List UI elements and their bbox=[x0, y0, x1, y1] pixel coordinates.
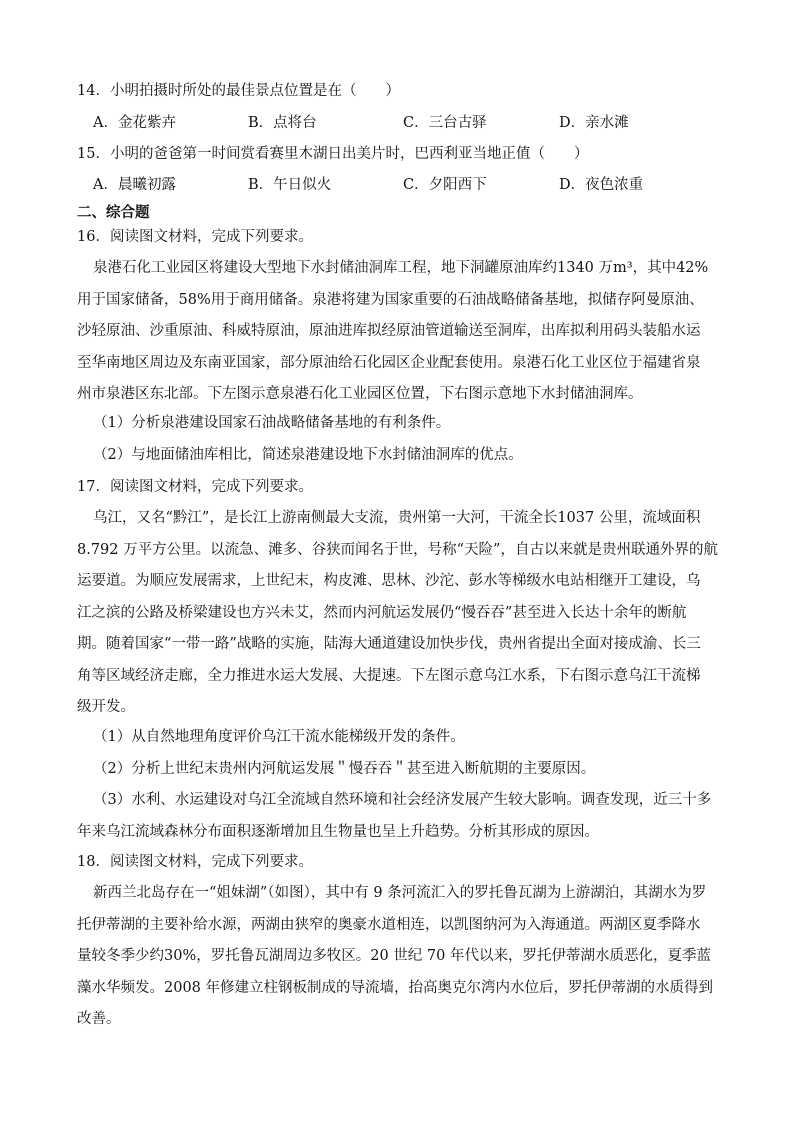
passage-line: 改善。 bbox=[77, 1011, 121, 1027]
passage-line: 乌江，又名“黔江”，是长江上游南侧最大支流，贵州第一大河，干流全长1037 公里，流域面积 bbox=[93, 510, 701, 526]
question-17-sub-3 bbox=[77, 785, 717, 848]
question-14-option-c: C．三台古驿 bbox=[403, 115, 487, 131]
passage-line: 托伊蒂湖的主要补给水源，两湖由狭窄的奥豪水道相连，以凯图纳河为入海通道。两湖区夏季降水 bbox=[77, 916, 701, 933]
question-17-stem: 17．阅读图文材料，完成下列要求。 bbox=[77, 479, 313, 495]
passage-line: 泉港石化工业园区将建设大型地下水封储油洞库工程，地下洞罐原油库约1340 万m³，其中42% bbox=[93, 260, 709, 276]
question-16-passage bbox=[77, 253, 717, 411]
question-15-option-c: C．夕阳西下 bbox=[403, 177, 487, 193]
passage-line: 角等区域经济走廊，全力推进水运大发展、大提速。下左图示意乌江水系，下右图示意乌江干流梯 bbox=[77, 667, 701, 684]
passage-line: 期。随着国家“一带一路”战略的实施，陆海大通道建设加快步伐，贵州省提出全面对接成渝、长三 bbox=[77, 636, 701, 652]
passage-line: 至华南地区周边及东南亚国家，部分原油给石化园区企业配套使用。泉港石化工业区位于福建省泉 bbox=[77, 354, 701, 371]
question-17-passage bbox=[77, 503, 717, 724]
question-14-stem: 14．小明拍摄时所处的最佳景点位置是在（ ） bbox=[77, 83, 400, 99]
question-16-sub-1: （1）分析泉港建设国家石油战略储备基地的有利条件。 bbox=[93, 415, 451, 431]
question-17-sub-2: （2）分析上世纪末贵州内河航运发展＂慢吞吞＂甚至进入断航期的主要原因。 bbox=[93, 761, 596, 777]
question-16-sub-2: （2）与地面储油库相比，简述泉港建设地下水封储油洞库的优点。 bbox=[93, 447, 523, 463]
passage-line: 江之滨的公路及桥梁建设也方兴未艾，然而内河航运发展仍“慢吞吞”甚至进入长达十余年的断航 bbox=[77, 604, 687, 621]
sub-question-line: 年来乌江流域森林分布面积逐渐增加且生物量也呈上升趋势。分析其形成的原因。 bbox=[77, 823, 599, 840]
question-14-option-a: A．金花紫卉 bbox=[93, 115, 176, 131]
passage-line: 用于国家储备，58%用于商用储备。泉港将建为国家重要的石油战略储备基地，拟储存阿曼原油、 bbox=[77, 291, 704, 308]
question-15-option-a: A．晨曦初露 bbox=[93, 177, 176, 193]
question-14-option-b: B．点将台 bbox=[248, 115, 317, 131]
question-15-stem: 15．小明的爸爸第一时间赏看赛里木湖日出美片时，巴西利亚当地正值（ ） bbox=[77, 146, 589, 162]
passage-line: 级开发。 bbox=[77, 699, 135, 715]
question-18-stem: 18．阅读图文材料，完成下列要求。 bbox=[77, 854, 313, 870]
question-18-passage bbox=[77, 878, 717, 1036]
question-15-option-d: D．夜色浓重 bbox=[559, 177, 644, 193]
passage-line: 量较冬季少约30%，罗托鲁瓦湖周边多牧区。20 世纪 70 年代以来，罗托伊蒂湖水质恶化，夏季蓝 bbox=[77, 948, 711, 964]
passage-line: 藻水华频发。2008 年修建立柱钢板制成的导流墙，抬高奥克尔湾内水位后，罗托伊蒂湖的水质得到 bbox=[77, 979, 714, 996]
passage-line: 沙轻原油、沙重原油、科威特原油，原油进库拟经原油管道输送至洞库，出库拟利用码头装船水运 bbox=[77, 323, 701, 339]
question-16-stem: 16．阅读图文材料，完成下列要求。 bbox=[77, 229, 313, 245]
question-15-option-b: B．午日似火 bbox=[248, 177, 332, 193]
sub-question-line: （3）水利、水运建设对乌江全流域自然环境和社会经济发展产生较大影响。调查发现，近三十多 bbox=[93, 792, 712, 808]
passage-line: 运要道。为顺应发展需求，上世纪末，构皮滩、思林、沙沱、彭水等梯级水电站相继开工建设，乌 bbox=[77, 573, 701, 589]
question-14-option-d: D．亲水滩 bbox=[559, 115, 629, 131]
passage-line: 新西兰北岛存在一“姐妹湖”（如图），其中有 9 条河流汇入的罗托鲁瓦湖为上游湖泊，其湖水为罗 bbox=[93, 885, 707, 901]
passage-line: 州市泉港区东北部。下左图示意泉港石化工业园区位置，下右图示意地下水封储油洞库。 bbox=[77, 386, 643, 402]
passage-line: 8.792 万平方公里。以流急、滩多、谷狭而闻名于世，号称“天险”，自古以来就是贵州联通外界的航 bbox=[77, 541, 718, 558]
section-heading: 二、综合题 bbox=[77, 205, 150, 221]
question-17-sub-1: （1）从自然地理角度评价乌江干流水能梯级开发的条件。 bbox=[93, 729, 465, 745]
